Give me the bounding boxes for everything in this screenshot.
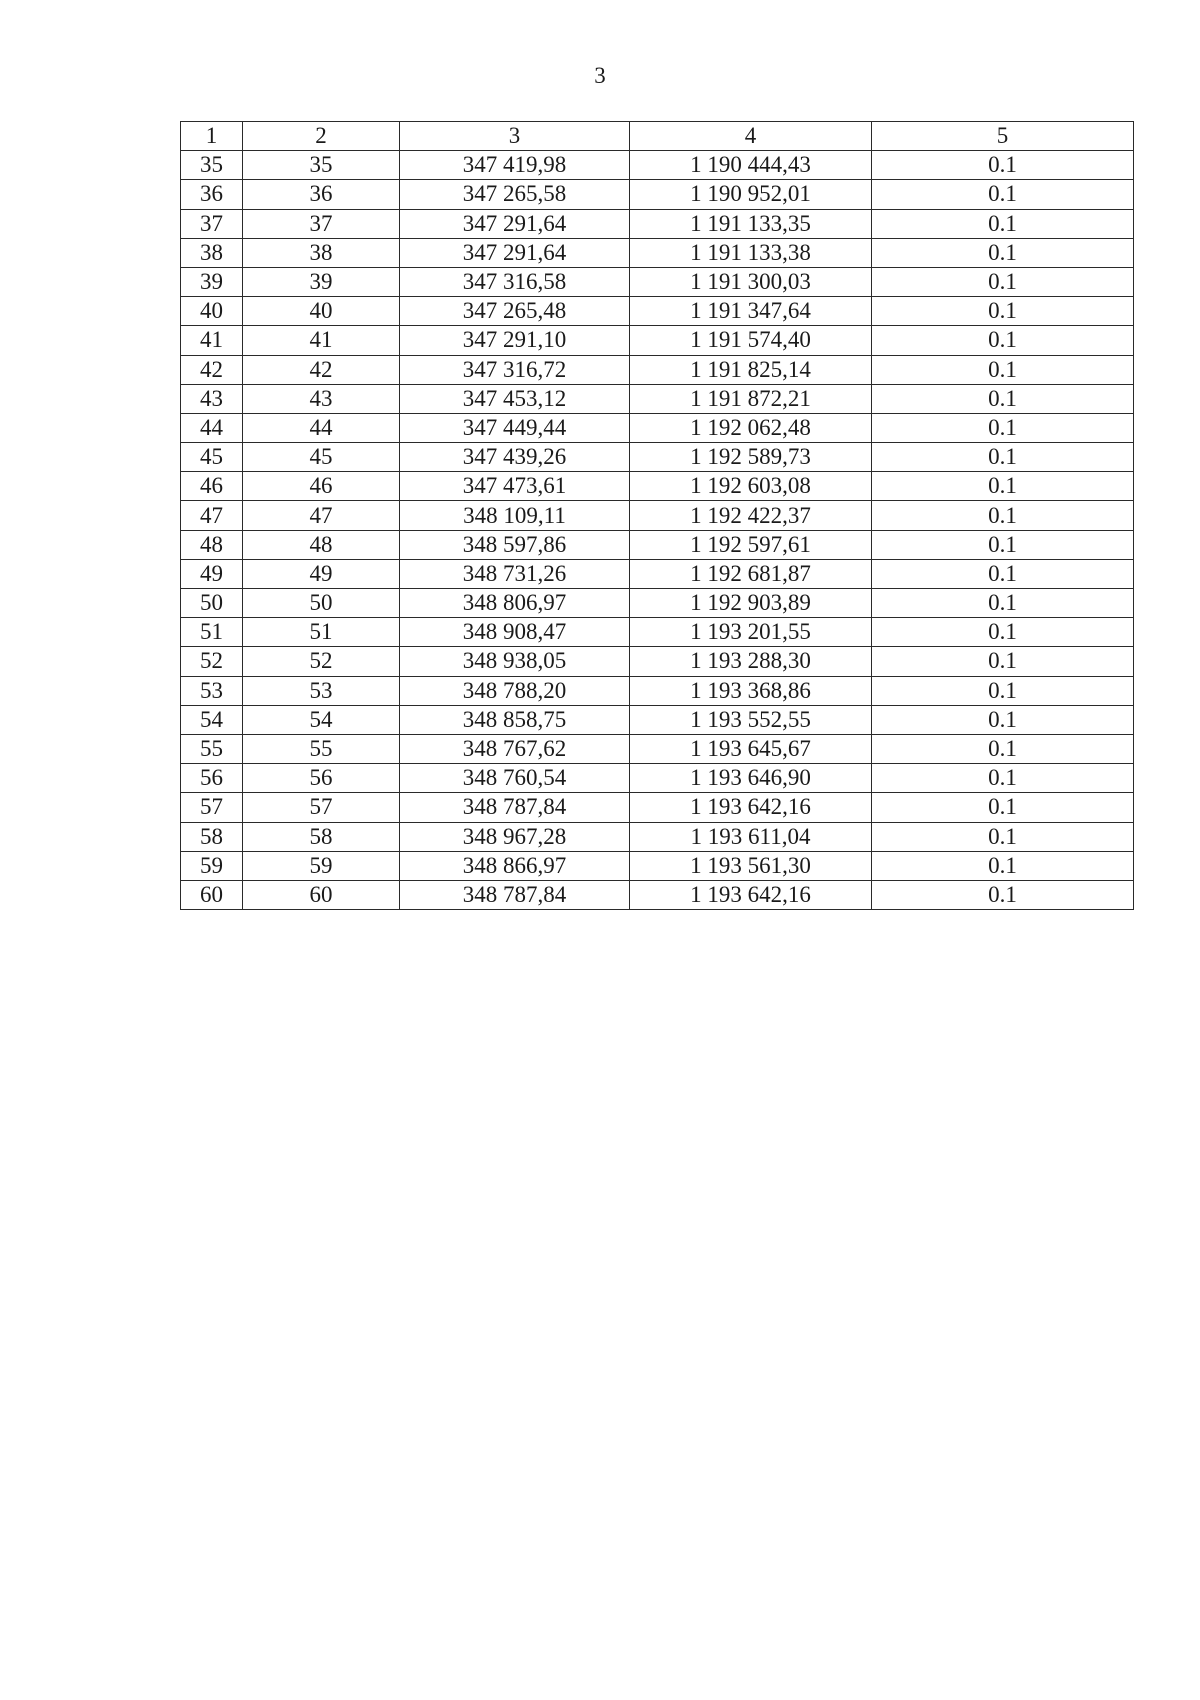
table-cell-col-5: 0.1 bbox=[872, 618, 1134, 647]
table-row bbox=[181, 618, 1134, 647]
table-cell-col-1: 47 bbox=[181, 501, 243, 530]
table-row bbox=[181, 238, 1134, 267]
table-cell-col-4: 1 193 611,04 bbox=[630, 822, 872, 851]
table-cell-col-5: 0.1 bbox=[872, 384, 1134, 413]
table-cell-col-1: 40 bbox=[181, 297, 243, 326]
table-row bbox=[181, 384, 1134, 413]
column-header-1: 1 bbox=[181, 122, 243, 151]
table-cell-col-4: 1 192 589,73 bbox=[630, 443, 872, 472]
table-row bbox=[181, 764, 1134, 793]
table-cell-col-2: 57 bbox=[243, 793, 400, 822]
table-cell-col-3: 348 109,11 bbox=[400, 501, 630, 530]
table-cell-col-2: 54 bbox=[243, 705, 400, 734]
table-cell-col-5: 0.1 bbox=[872, 413, 1134, 442]
table-cell-col-1: 49 bbox=[181, 559, 243, 588]
table-cell-col-1: 55 bbox=[181, 734, 243, 763]
table-cell-col-5: 0.1 bbox=[872, 472, 1134, 501]
table-cell-col-3: 348 731,26 bbox=[400, 559, 630, 588]
table-cell-col-5: 0.1 bbox=[872, 851, 1134, 880]
table-cell-col-1: 57 bbox=[181, 793, 243, 822]
table-cell-col-3: 348 787,84 bbox=[400, 880, 630, 909]
table-cell-col-1: 48 bbox=[181, 530, 243, 559]
table-cell-col-4: 1 190 444,43 bbox=[630, 151, 872, 180]
table-cell-col-5: 0.1 bbox=[872, 559, 1134, 588]
table-row bbox=[181, 793, 1134, 822]
table-cell-col-2: 56 bbox=[243, 764, 400, 793]
table-cell-col-4: 1 193 642,16 bbox=[630, 880, 872, 909]
table-cell-col-4: 1 193 642,16 bbox=[630, 793, 872, 822]
table-cell-col-4: 1 192 422,37 bbox=[630, 501, 872, 530]
table-row bbox=[181, 413, 1134, 442]
table-cell-col-5: 0.1 bbox=[872, 880, 1134, 909]
table-cell-col-2: 41 bbox=[243, 326, 400, 355]
table-cell-col-2: 36 bbox=[243, 180, 400, 209]
table-row bbox=[181, 151, 1134, 180]
table-cell-col-5: 0.1 bbox=[872, 530, 1134, 559]
table-cell-col-5: 0.1 bbox=[872, 764, 1134, 793]
table-cell-col-3: 347 449,44 bbox=[400, 413, 630, 442]
table-cell-col-1: 45 bbox=[181, 443, 243, 472]
coordinates-table bbox=[180, 121, 1134, 910]
table-cell-col-5: 0.1 bbox=[872, 443, 1134, 472]
table-cell-col-2: 52 bbox=[243, 647, 400, 676]
table-row bbox=[181, 559, 1134, 588]
table-cell-col-1: 59 bbox=[181, 851, 243, 880]
table-cell-col-5: 0.1 bbox=[872, 501, 1134, 530]
table-cell-col-2: 55 bbox=[243, 734, 400, 763]
table-cell-col-3: 348 806,97 bbox=[400, 589, 630, 618]
table-cell-col-3: 347 419,98 bbox=[400, 151, 630, 180]
table-cell-col-2: 37 bbox=[243, 209, 400, 238]
table-row bbox=[181, 530, 1134, 559]
table-cell-col-4: 1 193 368,86 bbox=[630, 676, 872, 705]
table-cell-col-1: 54 bbox=[181, 705, 243, 734]
column-header-5: 5 bbox=[872, 122, 1134, 151]
table-cell-col-4: 1 193 288,30 bbox=[630, 647, 872, 676]
table-cell-col-3: 347 265,48 bbox=[400, 297, 630, 326]
table-cell-col-5: 0.1 bbox=[872, 793, 1134, 822]
table-cell-col-2: 40 bbox=[243, 297, 400, 326]
table-cell-col-4: 1 193 201,55 bbox=[630, 618, 872, 647]
table-cell-col-5: 0.1 bbox=[872, 326, 1134, 355]
table-cell-col-3: 347 291,10 bbox=[400, 326, 630, 355]
table-cell-col-2: 58 bbox=[243, 822, 400, 851]
table-row bbox=[181, 734, 1134, 763]
table-cell-col-3: 348 858,75 bbox=[400, 705, 630, 734]
table-cell-col-2: 43 bbox=[243, 384, 400, 413]
table-header-row bbox=[181, 122, 1134, 151]
table-cell-col-1: 44 bbox=[181, 413, 243, 442]
table-cell-col-1: 35 bbox=[181, 151, 243, 180]
table-body bbox=[181, 151, 1134, 910]
table-cell-col-3: 348 767,62 bbox=[400, 734, 630, 763]
table-cell-col-5: 0.1 bbox=[872, 734, 1134, 763]
table-cell-col-5: 0.1 bbox=[872, 267, 1134, 296]
table-cell-col-4: 1 193 552,55 bbox=[630, 705, 872, 734]
table-cell-col-2: 38 bbox=[243, 238, 400, 267]
table-cell-col-3: 347 291,64 bbox=[400, 238, 630, 267]
table-cell-col-2: 39 bbox=[243, 267, 400, 296]
table-cell-col-1: 37 bbox=[181, 209, 243, 238]
table-cell-col-5: 0.1 bbox=[872, 355, 1134, 384]
table-row bbox=[181, 180, 1134, 209]
table-cell-col-2: 48 bbox=[243, 530, 400, 559]
table-row bbox=[181, 647, 1134, 676]
table-row bbox=[181, 209, 1134, 238]
column-header-3: 3 bbox=[400, 122, 630, 151]
table-cell-col-1: 38 bbox=[181, 238, 243, 267]
table-cell-col-3: 348 908,47 bbox=[400, 618, 630, 647]
table-row bbox=[181, 472, 1134, 501]
table-cell-col-1: 51 bbox=[181, 618, 243, 647]
table-cell-col-1: 41 bbox=[181, 326, 243, 355]
table-cell-col-3: 347 316,72 bbox=[400, 355, 630, 384]
table-cell-col-5: 0.1 bbox=[872, 647, 1134, 676]
table-cell-col-4: 1 192 597,61 bbox=[630, 530, 872, 559]
table-cell-col-4: 1 191 574,40 bbox=[630, 326, 872, 355]
table-cell-col-4: 1 191 825,14 bbox=[630, 355, 872, 384]
table-cell-col-1: 60 bbox=[181, 880, 243, 909]
table-cell-col-3: 347 473,61 bbox=[400, 472, 630, 501]
table-cell-col-4: 1 191 133,38 bbox=[630, 238, 872, 267]
column-header-2: 2 bbox=[243, 122, 400, 151]
table-cell-col-5: 0.1 bbox=[872, 238, 1134, 267]
table-cell-col-5: 0.1 bbox=[872, 705, 1134, 734]
table-cell-col-3: 347 453,12 bbox=[400, 384, 630, 413]
table-cell-col-3: 348 967,28 bbox=[400, 822, 630, 851]
table-cell-col-1: 58 bbox=[181, 822, 243, 851]
table-cell-col-3: 348 866,97 bbox=[400, 851, 630, 880]
table-cell-col-1: 42 bbox=[181, 355, 243, 384]
table-cell-col-3: 348 597,86 bbox=[400, 530, 630, 559]
table-cell-col-4: 1 192 062,48 bbox=[630, 413, 872, 442]
table-cell-col-4: 1 190 952,01 bbox=[630, 180, 872, 209]
table-cell-col-2: 59 bbox=[243, 851, 400, 880]
table-cell-col-5: 0.1 bbox=[872, 589, 1134, 618]
table-cell-col-1: 52 bbox=[181, 647, 243, 676]
table-cell-col-5: 0.1 bbox=[872, 151, 1134, 180]
table-cell-col-1: 43 bbox=[181, 384, 243, 413]
table-cell-col-4: 1 191 133,35 bbox=[630, 209, 872, 238]
table-cell-col-2: 35 bbox=[243, 151, 400, 180]
table-cell-col-3: 347 316,58 bbox=[400, 267, 630, 296]
table-cell-col-2: 60 bbox=[243, 880, 400, 909]
column-header-4: 4 bbox=[630, 122, 872, 151]
table-cell-col-3: 348 938,05 bbox=[400, 647, 630, 676]
table-cell-col-2: 46 bbox=[243, 472, 400, 501]
table-row bbox=[181, 443, 1134, 472]
table-cell-col-3: 347 291,64 bbox=[400, 209, 630, 238]
table-row bbox=[181, 822, 1134, 851]
table-cell-col-1: 53 bbox=[181, 676, 243, 705]
table-cell-col-3: 347 265,58 bbox=[400, 180, 630, 209]
table-cell-col-3: 348 787,84 bbox=[400, 793, 630, 822]
table-cell-col-4: 1 193 646,90 bbox=[630, 764, 872, 793]
table-cell-col-5: 0.1 bbox=[872, 209, 1134, 238]
table-row bbox=[181, 326, 1134, 355]
table-cell-col-3: 348 788,20 bbox=[400, 676, 630, 705]
table-cell-col-4: 1 192 681,87 bbox=[630, 559, 872, 588]
table-cell-col-2: 42 bbox=[243, 355, 400, 384]
table-cell-col-1: 39 bbox=[181, 267, 243, 296]
table-cell-col-5: 0.1 bbox=[872, 297, 1134, 326]
table-row bbox=[181, 355, 1134, 384]
table-cell-col-4: 1 192 903,89 bbox=[630, 589, 872, 618]
table-cell-col-1: 50 bbox=[181, 589, 243, 618]
table-row bbox=[181, 880, 1134, 909]
table-row bbox=[181, 501, 1134, 530]
table-cell-col-4: 1 191 872,21 bbox=[630, 384, 872, 413]
table-cell-col-5: 0.1 bbox=[872, 822, 1134, 851]
table-row bbox=[181, 705, 1134, 734]
table-cell-col-4: 1 192 603,08 bbox=[630, 472, 872, 501]
table-cell-col-1: 56 bbox=[181, 764, 243, 793]
table-cell-col-2: 53 bbox=[243, 676, 400, 705]
table-row bbox=[181, 851, 1134, 880]
table-cell-col-2: 51 bbox=[243, 618, 400, 647]
table-cell-col-4: 1 193 645,67 bbox=[630, 734, 872, 763]
table-cell-col-4: 1 191 347,64 bbox=[630, 297, 872, 326]
table-cell-col-2: 47 bbox=[243, 501, 400, 530]
table-cell-col-4: 1 191 300,03 bbox=[630, 267, 872, 296]
table-cell-col-3: 348 760,54 bbox=[400, 764, 630, 793]
table-row bbox=[181, 589, 1134, 618]
table-row bbox=[181, 267, 1134, 296]
table-cell-col-1: 36 bbox=[181, 180, 243, 209]
table-row bbox=[181, 676, 1134, 705]
table-cell-col-1: 46 bbox=[181, 472, 243, 501]
table-cell-col-3: 347 439,26 bbox=[400, 443, 630, 472]
table-cell-col-4: 1 193 561,30 bbox=[630, 851, 872, 880]
table-cell-col-2: 44 bbox=[243, 413, 400, 442]
page-number: 3 bbox=[594, 63, 606, 88]
table-cell-col-5: 0.1 bbox=[872, 676, 1134, 705]
table-cell-col-2: 49 bbox=[243, 559, 400, 588]
table-row bbox=[181, 297, 1134, 326]
table-cell-col-5: 0.1 bbox=[872, 180, 1134, 209]
table-cell-col-2: 50 bbox=[243, 589, 400, 618]
table-cell-col-2: 45 bbox=[243, 443, 400, 472]
